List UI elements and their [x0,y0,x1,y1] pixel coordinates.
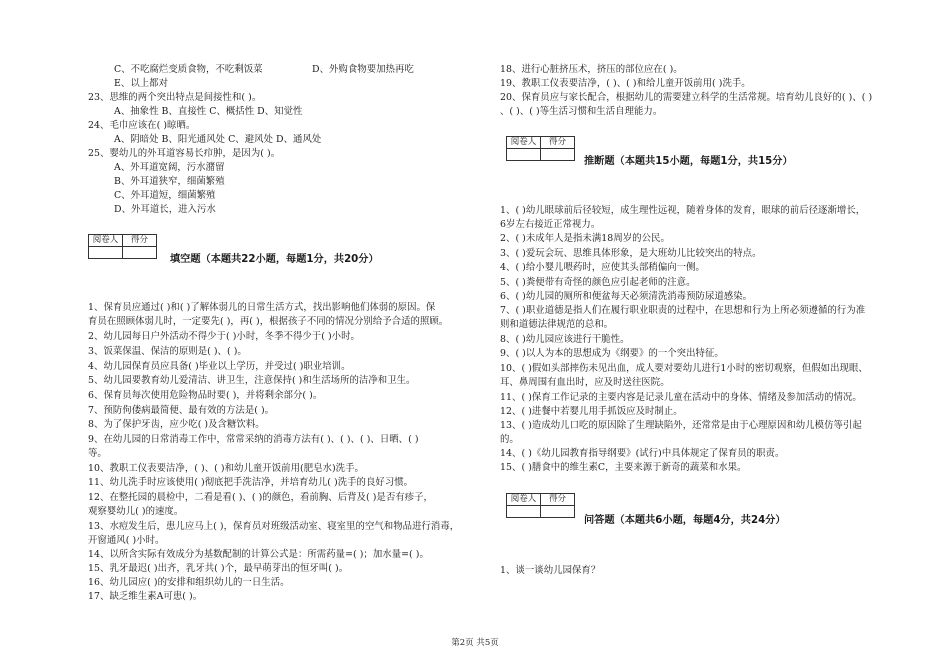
question-line: 1、( )幼儿眼球前后径较短，成生理性远视，随着身体的发育，眼球的前后径逐渐增长， [500,205,866,216]
question-line: 13、( )造成幼儿口吃的原因除了生理缺陷外，还常常是由于心理原因和幼儿模仿等引起 [500,420,862,431]
option-line: D、外购食物要加热再吃 [312,64,414,75]
question-line: 14、( )《幼儿园教育指导纲要》(试行)中具体规定了保育员的职责。 [500,448,785,459]
question-line: 5、( )粪便带有奇怪的颜色应引起老师的注意。 [500,277,696,288]
question-line: 耳、鼻周围有血出时，应及时送往医院。 [500,377,670,388]
question-line: 1、谈一谈幼儿园保育？ [500,565,601,576]
question-line: 8、为了保护牙齿，应少吃( )及含糖饮料。 [88,419,265,430]
question-line: 5、幼儿园要教育幼儿爱清洁、讲卫生，注意保持( )和生活场所的洁净和卫生。 [88,375,416,386]
question-line: 11、幼儿洗手时应该使用( )彻底把手洗洁净，并培育幼儿( )洗手的良好习惯。 [88,477,414,488]
question-line: 育员在照顾体弱儿时，一定要先( )，再( )，根据孩子不同的情况分别给予合适的照顾。 [88,316,449,327]
question-line: 18、进行心脏挤压术，挤压的部位应在( )。 [500,64,683,75]
reviewer-cell [507,506,541,518]
question-line: 10、教职工仪表要洁净，( )、( )和幼儿童开饭前用(肥皂水)洗手。 [88,463,364,474]
question-line: 8、( )幼儿园应该进行干脆性。 [500,334,630,345]
page-footer: 第2页 共5页 [451,638,499,648]
question-line: 7、( )职业道德是指人们在履行职业职责的过程中，在思想和行为上所必须遵循的行为准 [500,305,866,316]
score-label: 得分 [541,494,575,506]
question-line: 4、( )给小婴儿喂药时，应使其头部稍偏向一侧。 [500,262,705,273]
question-line: 开窗通风( )小时。 [88,535,165,546]
question-line: 6、( )幼儿园的厕所和便盆每天必须清洗消毒预防尿道感染。 [500,291,753,302]
option-line: B、外耳道狭窄，细菌繁殖 [114,176,225,187]
question-line: 9、( )以人为本的思想成为《纲要》的一个突出特征。 [500,348,724,359]
question-line: 、( )、( )等生活习惯和生活自理能力。 [500,106,663,117]
score-cell [123,247,157,259]
question-line: 观察婴幼儿( )的速度。 [88,506,184,517]
question-line: 的。 [500,434,519,445]
question-line: 7、预防佝偻病最简便、最有效的方法是( )。 [88,405,275,416]
score-box [506,136,575,161]
question-line: 15、乳牙最迟( )出齐，乳牙共( )个，最早萌芽出的恒牙叫( )。 [88,563,349,574]
question-line: 14、以所含实际有效成分为基数配制的计算公式是：所需药量=( )；加水量=( )。 [88,549,429,560]
score-box [506,493,575,518]
question-line: 则和道德法律规范的总和。 [500,319,614,330]
option-line: A、抽象性 B、直接性 C、概括性 D、知觉性 [114,106,303,117]
question-line: 9、在幼儿园的日常消毒工作中，常常采纳的消毒方法有( )、( )、( )、日晒、( ) [88,434,419,445]
question-line: 10、( )假如头部摔伤未见出血，成人要对要幼儿进行1小时的密切观察，但假如出现眼、 [500,363,868,374]
score-cell [541,506,575,518]
reviewer-label: 阅卷人 [89,235,123,247]
section-title-qa: 问答题（本题共6小题，每题4分，共24分） [584,515,786,526]
question-line: 6岁左右接近正常视力。 [500,219,601,230]
option-line: D、外耳道长，进入污水 [114,204,216,215]
question-line: 16、幼儿园应( )的安排和组织幼儿的一日生活。 [88,577,290,588]
question-line: 19、教职工仪表要洁净，( )、( )和给儿童开饭前用( )洗手。 [500,78,751,89]
question-line: 3、饭菜保温、保洁的原则是( )、( )。 [88,346,247,357]
option-line: C、外耳道短，细菌繁殖 [114,190,216,201]
score-label: 得分 [541,137,575,149]
reviewer-label: 阅卷人 [507,137,541,149]
question-line: 4、幼儿园保育员应具备( )毕业以上学历，并受过( )职业培训。 [88,361,351,372]
question-line: 24、毛巾应该在( )晾晒。 [88,120,196,131]
score-label: 得分 [123,235,157,247]
question-line: 11、( )保育工作记录的主要内容是记录儿童在活动中的身体、情绪及参加活动的情况。 [500,392,862,403]
question-line: 2、( )未成年人是指未满18周岁的公民。 [500,233,670,244]
question-line: 25、婴幼儿的外耳道容易长疖肿，是因为( )。 [88,148,281,159]
question-line: 23、思维的两个突出特点是间接性和( )。 [88,92,262,103]
option-line: C、不吃腐烂变质食物，不吃剩饭菜 [114,64,263,75]
score-cell [541,149,575,161]
option-line: A、外耳道宽阔，污水潴留 [114,162,225,173]
question-line: 12、( )进餐中若婴儿用手抓饭应及时制止。 [500,406,683,417]
question-line: 1、保育员应通过( )和( )了解体弱儿的日常生活方式，找出影响他们体弱的原因。保 [88,302,436,313]
question-line: 等。 [88,448,107,459]
question-line: 12、在整托园的晨检中，二看是看( )、( )的颜色，看前胸、后背及( )是否有疹子， [88,492,433,503]
question-line: 15、( )膳食中的维生素C，主要来源于新奇的蔬菜和水果。 [500,462,747,473]
question-line: 20、保育员应与家长配合，根据幼儿的需要建立科学的生活常规。培育幼儿良好的( )、( ) [500,92,873,103]
question-line: 2、幼儿园每日户外活动不得少于( )小时，冬季不得少于( )小时。 [88,331,360,342]
question-line: 13、水痘发生后，患儿应马上( )，保育员对班级活动室、寝室里的空气和物品进行消毒， [88,521,460,532]
question-line: 17、缺乏维生素A可患( )。 [88,591,203,602]
score-box [88,234,157,259]
option-line: E、以上都对 [114,78,169,89]
section-title-fill: 填空题（本题共22小题，每题1分，共20分） [170,254,379,265]
section-title-judge: 推断题（本题共15小题，每题1分，共15分） [584,156,793,167]
question-line: 6、保育员每次使用危险物品时要( )，并将剩余部分( )。 [88,390,323,401]
reviewer-label: 阅卷人 [507,494,541,506]
question-line: 3、( )爱玩会玩、思维具体形象，是大班幼儿比较突出的特点。 [500,248,762,259]
reviewer-cell [507,149,541,161]
option-line: A、阴暗处 B、阳光通风处 C、避风处 D、通风处 [114,134,322,145]
reviewer-cell [89,247,123,259]
